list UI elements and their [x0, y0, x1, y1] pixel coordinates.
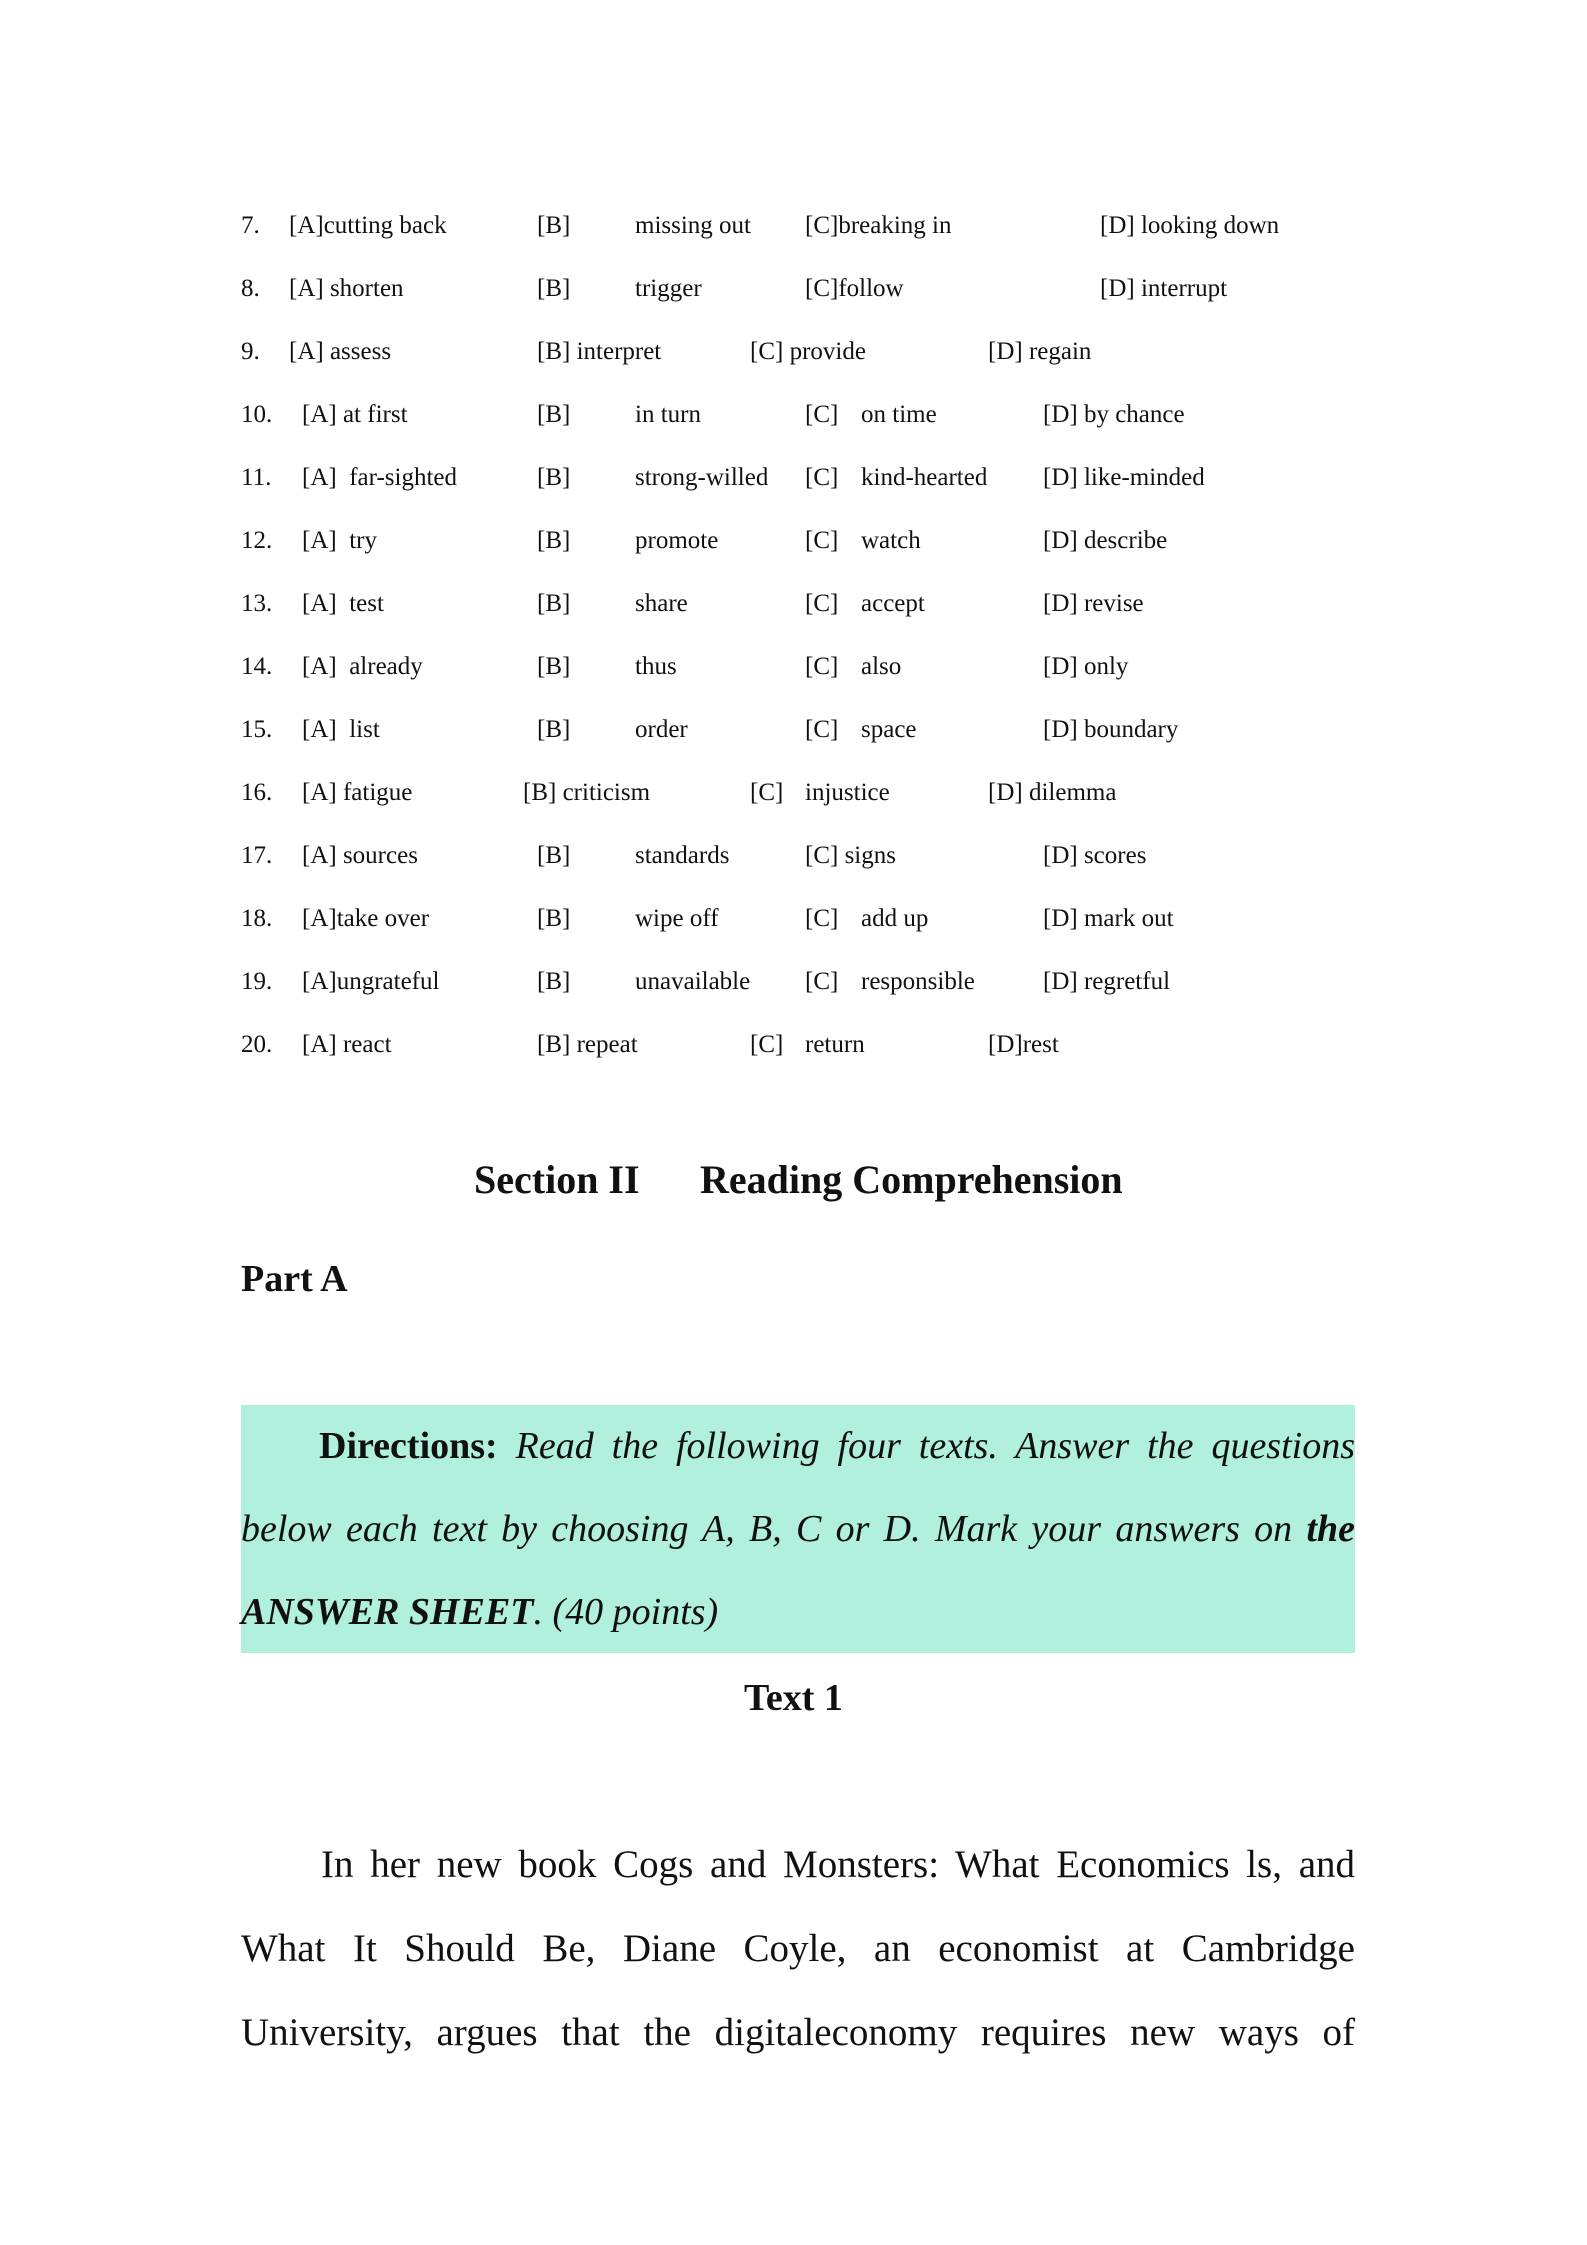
option-b-label: [B] — [537, 275, 571, 302]
option-c-text: also — [861, 653, 902, 680]
option-b-text: promote — [635, 527, 719, 554]
text-title: Text 1 — [744, 1677, 843, 1719]
directions-line-2 — [241, 1488, 1355, 1571]
option-c: [C] signs — [805, 842, 896, 869]
option-b-label: [B] — [537, 716, 571, 743]
option-b-text: unavailable — [635, 968, 751, 995]
option-a: [A]take over — [302, 905, 430, 932]
option-a: [A] already — [302, 653, 423, 680]
question-row — [0, 710, 1587, 750]
option-c-text: on time — [861, 401, 937, 428]
question-row — [0, 395, 1587, 435]
option-b-text: trigger — [635, 275, 702, 302]
option-a: [A] far-sighted — [302, 464, 457, 491]
question-number: 7. — [241, 212, 260, 239]
question-row — [0, 773, 1587, 813]
option-d: [D] like-minded — [1043, 464, 1205, 491]
directions-points: . (40 points) — [533, 1591, 719, 1633]
option-c-label: [C] — [805, 401, 839, 428]
option-c-label: [C] — [805, 464, 839, 491]
option-b-text: order — [635, 716, 688, 743]
option-d: [D] by chance — [1043, 401, 1185, 428]
option-a: [A] fatigue — [302, 779, 413, 806]
option-d: [D] only — [1043, 653, 1129, 680]
paragraph-line-1: In her new book Cogs and Monsters: What Economics ls, and — [321, 1843, 1355, 1886]
question-number: 17. — [241, 842, 273, 869]
option-a: [A]ungrateful — [302, 968, 440, 995]
option-b-text: wipe off — [635, 905, 719, 932]
directions-line-1 — [241, 1405, 1355, 1488]
option-a: [A] assess — [289, 338, 392, 365]
option-b-text: missing out — [635, 212, 751, 239]
option-d: [D] dilemma — [988, 779, 1117, 806]
question-row — [0, 269, 1587, 309]
question-row — [0, 332, 1587, 372]
option-c-label: [C] — [750, 1031, 784, 1058]
directions-label: Directions: — [319, 1425, 498, 1467]
option-c-label: [C] — [750, 779, 784, 806]
paragraph-line-3: University, argues that the digitaleconomy requires new ways of — [241, 2011, 1355, 2054]
option-c: [C]breaking in — [805, 212, 952, 239]
option-d: [D] mark out — [1043, 905, 1174, 932]
option-d: [D] scores — [1043, 842, 1147, 869]
directions-answer-sheet: ANSWER SHEET — [241, 1591, 534, 1633]
section-label: Section II — [474, 1157, 640, 1202]
option-b-text: thus — [635, 653, 677, 680]
question-number: 19. — [241, 968, 273, 995]
question-row — [0, 206, 1587, 246]
option-c-label: [C] — [805, 527, 839, 554]
question-number: 15. — [241, 716, 273, 743]
option-c-text: add up — [861, 905, 929, 932]
directions-box — [241, 1405, 1355, 1653]
question-number: 12. — [241, 527, 273, 554]
section-title: Reading Comprehension — [700, 1157, 1123, 1202]
question-number: 20. — [241, 1031, 273, 1058]
question-row — [0, 836, 1587, 876]
question-number: 16. — [241, 779, 273, 806]
option-b: [B] repeat — [537, 1031, 638, 1058]
option-c: [C] provide — [750, 338, 866, 365]
option-a: [A] shorten — [289, 275, 404, 302]
option-c-text: injustice — [805, 779, 890, 806]
option-c-label: [C] — [805, 905, 839, 932]
option-b-label: [B] — [537, 968, 571, 995]
question-number: 10. — [241, 401, 273, 428]
option-c: [C]follow — [805, 275, 904, 302]
option-b: [B] interpret — [537, 338, 662, 365]
section-heading — [0, 1152, 1587, 1208]
option-b-label: [B] — [537, 401, 571, 428]
option-c-label: [C] — [805, 590, 839, 617]
question-row — [0, 962, 1587, 1002]
option-a: [A]cutting back — [289, 212, 447, 239]
option-b-text: strong-willed — [635, 464, 769, 491]
option-b-label: [B] — [537, 653, 571, 680]
option-d: [D] boundary — [1043, 716, 1179, 743]
option-b-text: standards — [635, 842, 730, 869]
option-d: [D] interrupt — [1100, 275, 1228, 302]
option-c-text: space — [861, 716, 917, 743]
option-b: [B] criticism — [523, 779, 651, 806]
directions-text-1: Read the following four texts. Answer the questions — [515, 1425, 1356, 1467]
question-row — [0, 584, 1587, 624]
question-row — [0, 458, 1587, 498]
option-c-text: kind-hearted — [861, 464, 988, 491]
question-number: 13. — [241, 590, 273, 617]
option-c-text: accept — [861, 590, 925, 617]
question-row — [0, 521, 1587, 561]
option-b-label: [B] — [537, 905, 571, 932]
option-b-label: [B] — [537, 590, 571, 617]
option-c-text: responsible — [861, 968, 975, 995]
option-c-label: [C] — [805, 968, 839, 995]
question-number: 14. — [241, 653, 273, 680]
question-row — [0, 1025, 1587, 1065]
question-row — [0, 899, 1587, 939]
option-d: [D] regain — [988, 338, 1092, 365]
option-b-text: share — [635, 590, 688, 617]
option-c-text: watch — [861, 527, 921, 554]
question-number: 9. — [241, 338, 260, 365]
option-a: [A] try — [302, 527, 377, 554]
option-a: [A] sources — [302, 842, 418, 869]
paragraph-line-2: What It Should Be, Diane Coyle, an economist at Cambridge — [241, 1927, 1355, 1970]
option-b-label: [B] — [537, 212, 571, 239]
option-a: [A] react — [302, 1031, 392, 1058]
option-a: [A] list — [302, 716, 380, 743]
option-c-label: [C] — [805, 653, 839, 680]
question-number: 8. — [241, 275, 260, 302]
option-d: [D] looking down — [1100, 212, 1280, 239]
option-a: [A] test — [302, 590, 384, 617]
option-d: [D] revise — [1043, 590, 1144, 617]
option-d: [D] regretful — [1043, 968, 1171, 995]
option-b-label: [B] — [537, 464, 571, 491]
directions-text-2: below each text by choosing A, B, C or D. Mark your answers on — [241, 1508, 1293, 1550]
option-c-label: [C] — [805, 716, 839, 743]
option-a: [A] at first — [302, 401, 408, 428]
option-b-text: in turn — [635, 401, 701, 428]
option-d: [D]rest — [988, 1031, 1059, 1058]
question-number: 11. — [241, 464, 272, 491]
option-b-label: [B] — [537, 842, 571, 869]
question-number: 18. — [241, 905, 273, 932]
option-d: [D] describe — [1043, 527, 1168, 554]
directions-bold-the: the — [1306, 1508, 1356, 1550]
directions-line-3 — [241, 1571, 1355, 1654]
option-b-label: [B] — [537, 527, 571, 554]
option-c-text: return — [805, 1031, 865, 1058]
part-heading: Part A — [241, 1258, 348, 1300]
question-row — [0, 647, 1587, 687]
